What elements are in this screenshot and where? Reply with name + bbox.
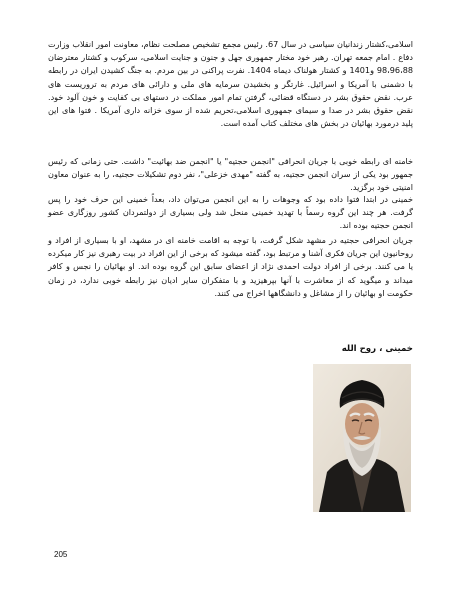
paragraph-2: خامنه ای رابطه خوبی با جریان انحرافی "انجمن حجتیه" یا "انجمن ضد بهائیت" داشت. حتی زمانی که رئیس جمهور بود یکی از سران انجمن حجتیه، به گفته "مهدی خزعلی"، نفر دوم تشکیلات حجتیه، را به عنوان معاون امنیتی خود برگزید. — [48, 156, 413, 193]
paragraph-3: خمینی در ابتدا فتوا داده بود که وجوهات را به این انجمن می‌توان داد، بعداً خمینی این حرف خود را پس گرفت. هر چند این گروه رسماً با تهدید خمینی منحل شد ولی بسیاری از دولتمردان کشور روزگاری عضو انجمن حجتیه بوده اند. — [48, 194, 413, 231]
section-heading: خمینی ، روح الله — [341, 344, 413, 354]
paragraph-1: اسلامی،کشتار زندانیان سیاسی در سال 67. رئیس مجمع تشخیص مصلحت نظام، معاونت امور انقلاب وزارت دفاع . امام جمعه تهران. رهبر خود مختار جمهوری جهل و جنون و جنایت اسلامی، سرکوب و کشتار معترضان 98،96،88 و1401 و کشتار هولناک دیماه 1404. نفرت پراکنی در بین مردم. به جنگ کشیدن ایران در رابطه با دشمنی با آمریکا و اسرائیل. غارتگر و بخشیدن سرمایه های ملی و دارائی های مردم به تروریست های عرب. نقض حقوق بشر در دستگاه قضائی، گرفتن تمام امور مملکت در دستهای بی کفایت و خون آلود خود. نقض حقوق بشر در صدا و سیمای جمهوری اسلامی،تحریم شده از سوی خزانه داری آمریکا . فتوا های این پلید درمورد بهائیان در بخش های مختلف کتاب آمده است. — [48, 39, 413, 129]
portrait-photo — [313, 364, 411, 512]
page-number: 205 — [54, 550, 68, 559]
paragraph-4: جریان انحرافی حجتیه در مشهد شکل گرفت، با توجه به اقامت خامنه ای در مشهد، او با بسیاری از افراد و روحانیون این جریان فکری آشنا و مرتبط بود، گفته میشود که برخی از این افراد در بیت رهبری نیز کار میکرده یا می کنند. برخی از افراد دولت احمدی نژاد از اعضای سابق این گروه بوده اند. او بهائیان را نجس و کافر میداند و میگوید که از معاشرت با آنها بپرهیزید و با متفکران سایر ادیان نیز رابطه خوبی ندارد، در زمان حکومت او بهائیان را از مشاغل و دانشگاهها اخراج می کنند. — [48, 235, 413, 298]
